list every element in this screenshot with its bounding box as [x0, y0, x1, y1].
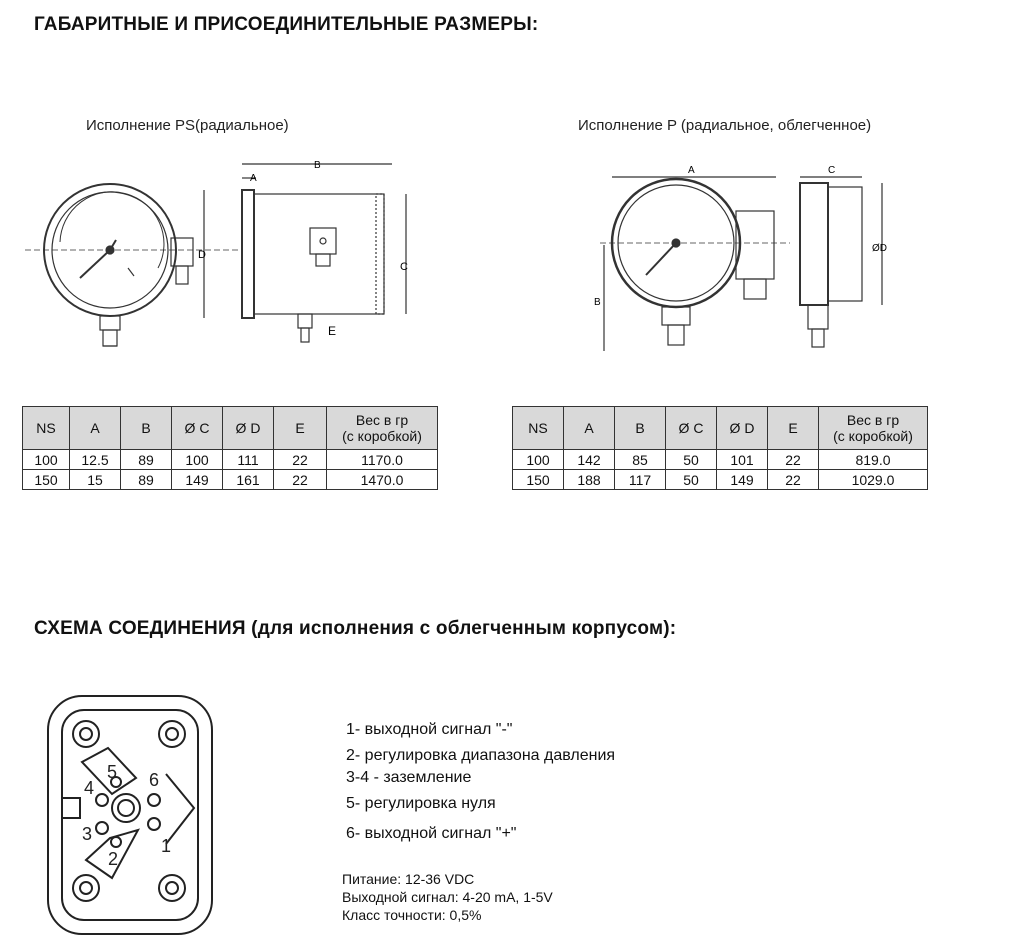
table-ps: [22, 406, 438, 490]
cell: 100: [513, 450, 564, 470]
table-header-row: [23, 407, 438, 450]
pin-label-1: 1: [161, 836, 172, 856]
table-p: [512, 406, 928, 490]
spec-list: [342, 870, 553, 924]
table-row: [513, 470, 928, 490]
cell: 85: [615, 450, 666, 470]
pin-label-2: 2: [108, 849, 119, 869]
spec-output: Выходной сигнал: 4-20 mA, 1-5V: [342, 889, 553, 905]
cell: 12.5: [70, 450, 121, 470]
spec-power: Питание: 12-36 VDC: [342, 871, 475, 887]
legend-item: 3-4 - заземление: [346, 769, 472, 786]
pin-label-4: 4: [84, 778, 95, 798]
p-label-dia-d: ØD: [872, 243, 887, 254]
cell: 149: [717, 470, 768, 490]
cell: 150: [23, 470, 70, 490]
connector-diagram: [36, 682, 236, 936]
legend-item: 5- регулировка нуля: [346, 795, 496, 812]
col-weight: [819, 407, 928, 450]
cell: 22: [768, 470, 819, 490]
cell: 188: [564, 470, 615, 490]
cell: 117: [615, 470, 666, 490]
spec-accuracy: Класс точности: 0,5%: [342, 907, 482, 923]
cell: 15: [70, 470, 121, 490]
cell: 150: [513, 470, 564, 490]
col-ns: NS: [23, 407, 70, 450]
cell: 100: [23, 450, 70, 470]
cell: 22: [274, 450, 327, 470]
cell: 22: [768, 450, 819, 470]
caption-p: Исполнение P (радиальное, облегченное): [578, 117, 872, 134]
col-weight-line2: (с коробкой): [342, 428, 422, 444]
pin-label-3: 3: [82, 824, 93, 844]
cell: 100: [172, 450, 223, 470]
cell: 89: [121, 470, 172, 490]
cell: 22: [274, 470, 327, 490]
col-dia-d: Ø D: [223, 407, 274, 450]
legend-item: 2- регулировка диапазона давления: [346, 747, 616, 764]
col-weight-line2: (с коробкой): [833, 428, 913, 444]
col-dia-c: Ø C: [666, 407, 717, 450]
caption-ps: Исполнение PS(радиальное): [86, 117, 289, 134]
col-weight-line1: Вес в гр: [846, 412, 900, 428]
ps-label-c: C: [400, 261, 408, 273]
col-ns: NS: [513, 407, 564, 450]
wiring-heading: СХЕМА СОЕДИНЕНИЯ (для исполнения с облегченным корпусом):: [34, 618, 677, 639]
ps-label-a: A: [250, 173, 257, 184]
pin-legend: [346, 717, 615, 847]
cell: 111: [223, 450, 274, 470]
p-label-c: C: [828, 165, 836, 176]
col-dia-d: Ø D: [717, 407, 768, 450]
drawing-p: [590, 155, 900, 365]
drawing-ps: [20, 150, 440, 360]
col-weight: [327, 407, 438, 450]
col-weight-line1: Вес в гр: [355, 412, 409, 428]
legend-item: 6- выходной сигнал "+": [346, 825, 517, 842]
col-dia-c: Ø C: [172, 407, 223, 450]
col-e: E: [768, 407, 819, 450]
legend-item: 1- выходной сигнал "-": [346, 721, 513, 738]
table-row: [513, 450, 928, 470]
cell: 819.0: [819, 450, 928, 470]
ps-label-e: E: [328, 324, 337, 338]
dimensions-heading: ГАБАРИТНЫЕ И ПРИСОЕДИНИТЕЛЬНЫЕ РАЗМЕРЫ:: [34, 14, 539, 35]
cell: 142: [564, 450, 615, 470]
col-a: A: [564, 407, 615, 450]
table-row: [23, 450, 438, 470]
ps-label-b: B: [314, 160, 321, 171]
cell: 161: [223, 470, 274, 490]
cell: 1170.0: [327, 450, 438, 470]
cell: 1029.0: [819, 470, 928, 490]
col-e: E: [274, 407, 327, 450]
p-label-b: B: [594, 297, 601, 308]
cell: 1470.0: [327, 470, 438, 490]
ps-label-d: D: [198, 249, 206, 261]
cell: 89: [121, 450, 172, 470]
table-row: [23, 470, 438, 490]
p-label-a: A: [688, 165, 695, 176]
col-b: B: [121, 407, 172, 450]
cell: 50: [666, 450, 717, 470]
cell: 149: [172, 470, 223, 490]
cell: 101: [717, 450, 768, 470]
col-b: B: [615, 407, 666, 450]
cell: 50: [666, 470, 717, 490]
col-a: A: [70, 407, 121, 450]
pin-label-6: 6: [149, 770, 160, 790]
table-header-row: [513, 407, 928, 450]
pin-label-5: 5: [107, 762, 118, 782]
